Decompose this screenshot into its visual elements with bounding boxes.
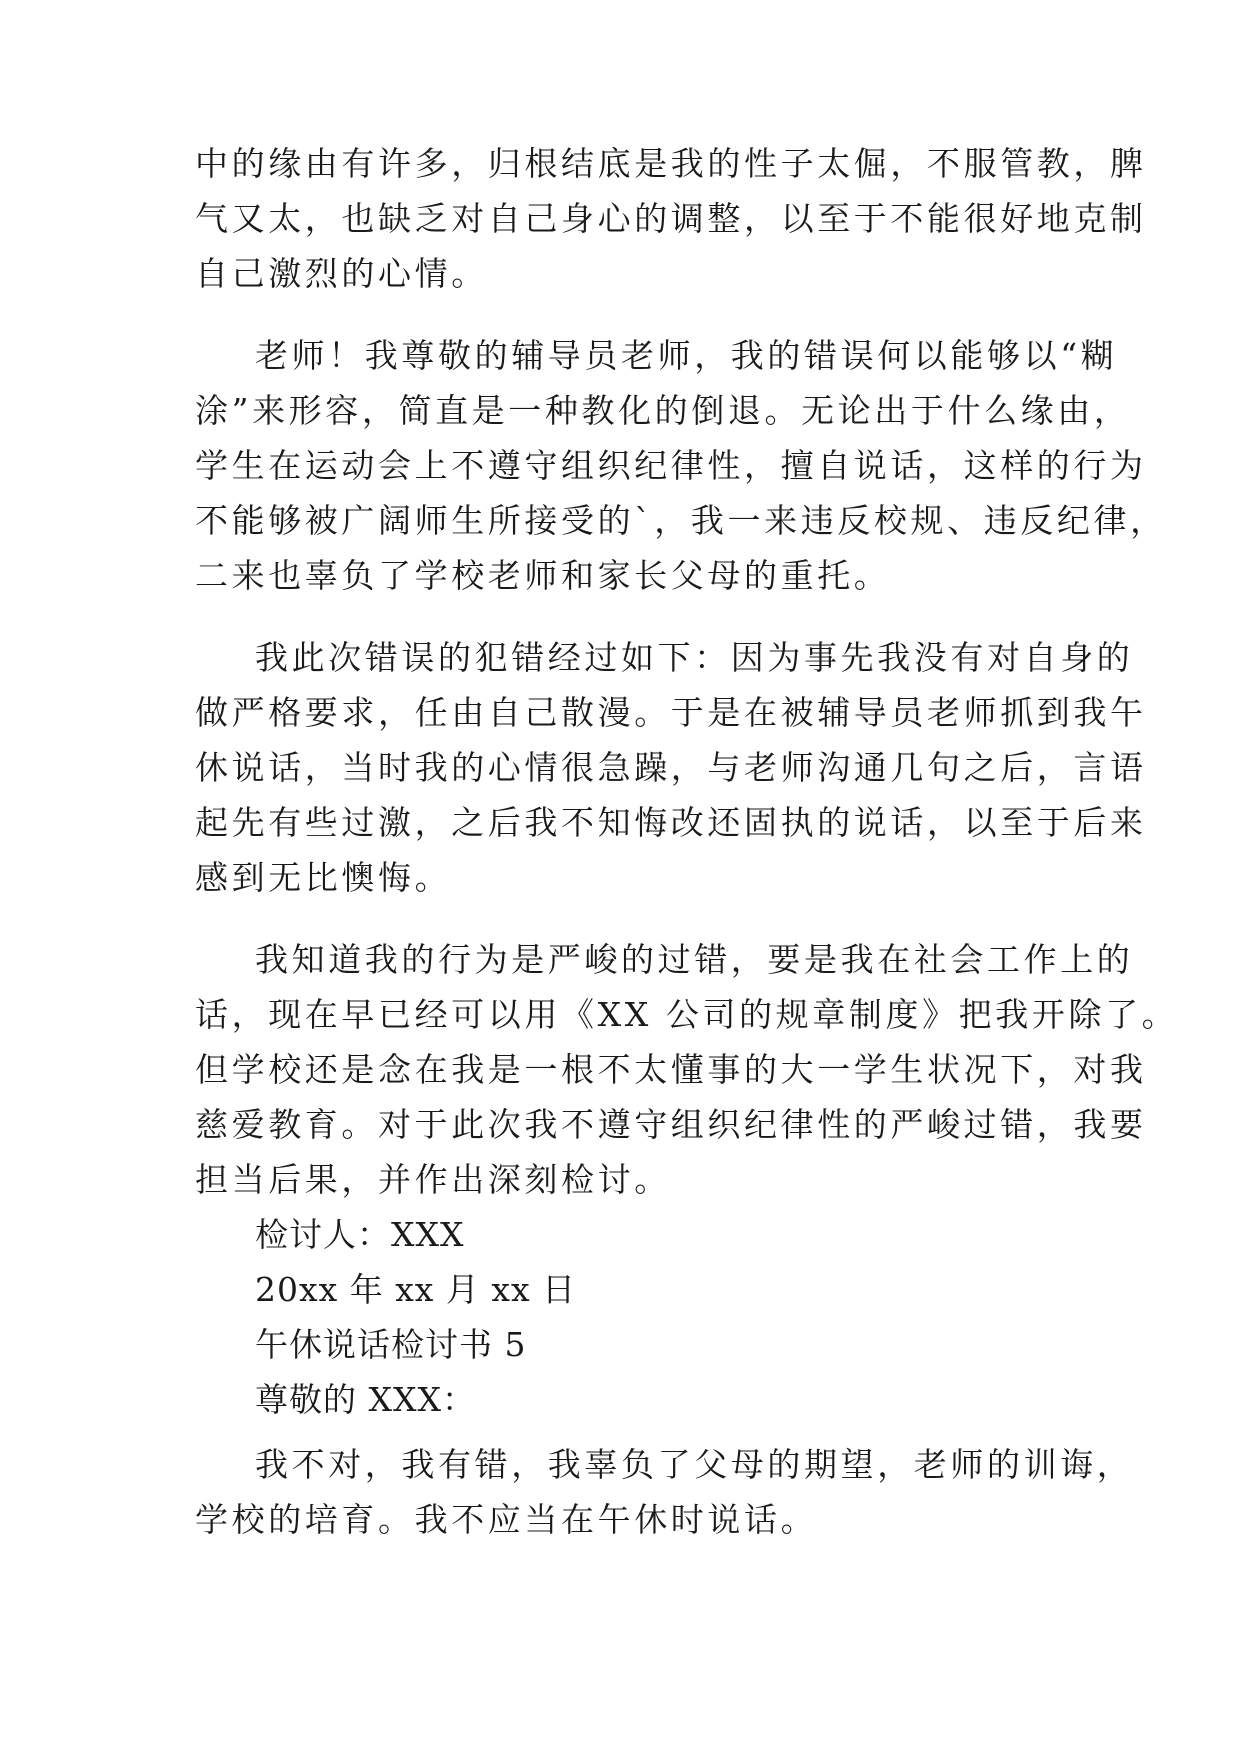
text-line: 起先有些过激，之后我不知悔改还固执的说话，以至于后来 (195, 803, 1147, 842)
text-line: 不能够被广阔师生所接受的`，我一来违反校规、违反纪律， (195, 501, 1167, 540)
text-line: 中的缘由有许多，归根结底是我的性子太倔，不服管教，脾 (195, 144, 1147, 183)
text-line: 我不对，我有错，我辜负了父母的期望，老师的训诲， (255, 1445, 1134, 1484)
text-line: 我此次错误的犯错经过如下：因为事先我没有对自身的 (255, 638, 1134, 677)
date-line: 20xx 年 xx 月 xx 日 (255, 1270, 577, 1309)
text-line: 休说话，当时我的心情很急躁，与老师沟通几句之后，言语 (195, 748, 1147, 787)
text-line: 气又太，也缺乏对自己身心的调整，以至于不能很好地克制 (195, 199, 1147, 238)
signer-line: 检讨人：XXX (255, 1215, 465, 1254)
salutation: 尊敬的 XXX： (255, 1380, 476, 1419)
text-line: 二来也辜负了学校老师和家长父母的重托。 (195, 556, 891, 595)
text-line: 但学校还是念在我是一根不太懂事的大一学生状况下，对我 (195, 1050, 1147, 1089)
text-line: 感到无比懊悔。 (195, 858, 452, 897)
text-line: 老师！我尊敬的辅导员老师，我的错误何以能够以“糊 (255, 336, 1118, 375)
text-line: 担当后果，并作出深刻检讨。 (195, 1160, 671, 1199)
text-line: 做严格要求，任由自己散漫。于是在被辅导员老师抓到我午 (195, 693, 1147, 732)
text-line: 我知道我的行为是严峻的过错，要是我在社会工作上的 (255, 940, 1134, 979)
section-title: 午休说话检讨书 5 (255, 1325, 527, 1364)
text-line: 自己激烈的心情。 (195, 254, 488, 293)
text-line: 慈爱教育。对于此次我不遵守组织纪律性的严峻过错，我要 (195, 1105, 1147, 1144)
text-line: 学生在运动会上不遵守组织纪律性，擅自说话，这样的行为 (195, 446, 1147, 485)
text-line: 学校的培育。我不应当在午休时说话。 (195, 1500, 818, 1539)
text-line: 话，现在早已经可以用《XX 公司的规章制度》把我开除了。 (195, 995, 1179, 1034)
text-line: 涂”来形容，简直是一种教化的倒退。无论出于什么缘由， (195, 391, 1131, 430)
